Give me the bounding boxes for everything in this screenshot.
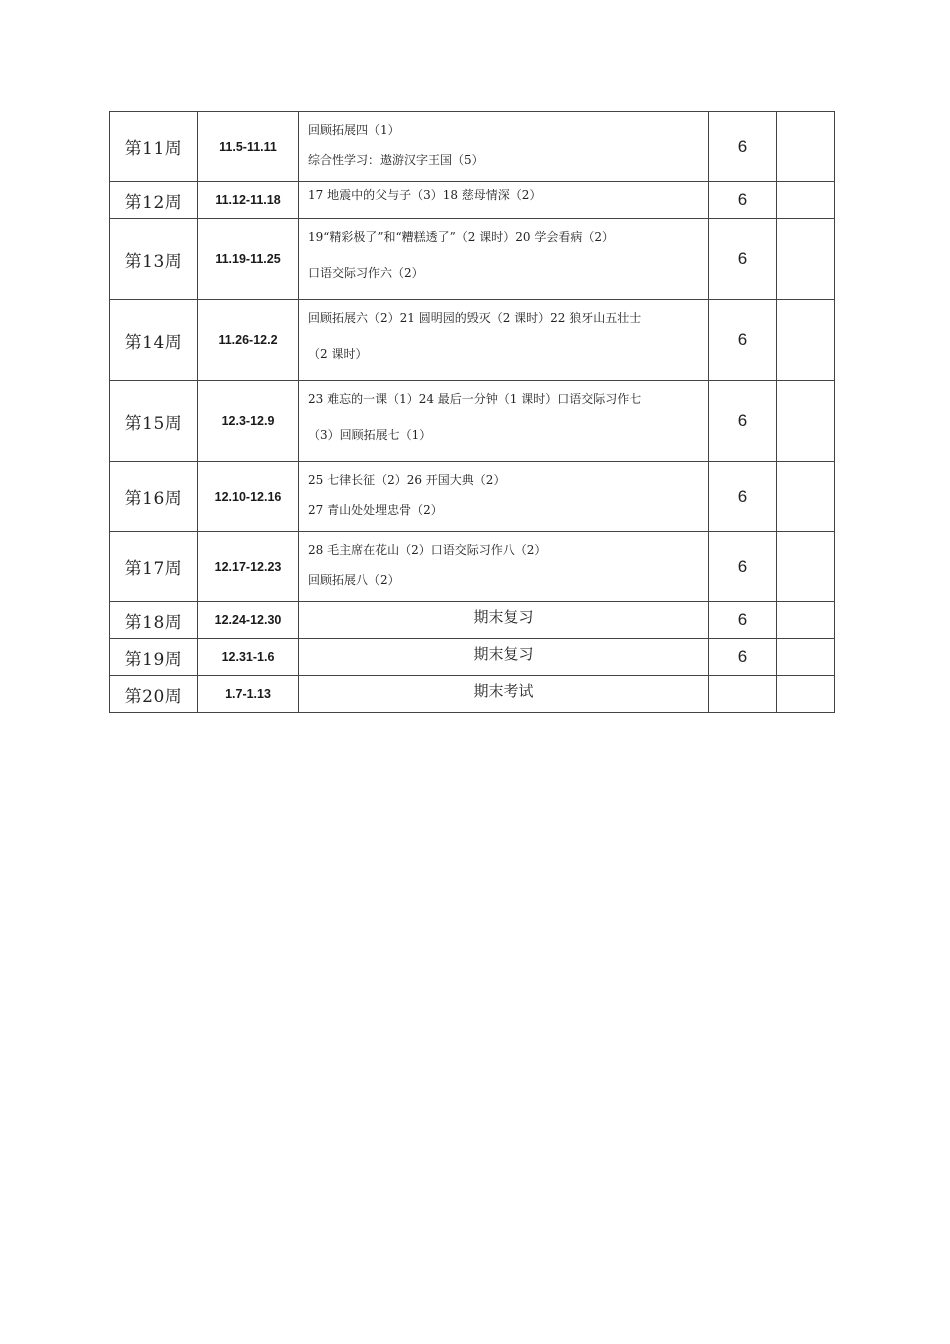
note-cell [777,219,835,300]
date-range-cell: 12.31-1.6 [198,639,299,676]
table-row [110,219,835,300]
lesson-line: 回顾拓展六（2）21 圆明园的毁灭（2 课时）22 狼牙山五壮士 [308,311,642,325]
lesson-line: 口语交际习作六（2） [308,266,424,280]
date-range-cell: 11.5-11.11 [198,112,299,182]
note-cell [777,182,835,219]
lesson-content-cell [299,300,709,381]
hours-cell: 6 [709,112,777,182]
lesson-line: 23 难忘的一课（1）24 最后一分钟（1 课时）口语交际习作七 [308,392,642,406]
week-cell: 第19周 [110,639,198,676]
table-row [110,381,835,462]
week-cell: 第18周 [110,602,198,639]
table-row [110,676,835,713]
table-row [110,462,835,532]
week-cell: 第14周 [110,300,198,381]
week-cell: 第20周 [110,676,198,713]
table-row [110,182,835,219]
lesson-line: 27 青山处处埋忠骨（2） [308,502,443,517]
table-row [110,532,835,602]
date-range-cell: 12.3-12.9 [198,381,299,462]
lesson-content-cell [299,381,709,462]
note-cell [777,381,835,462]
lesson-content-cell [299,462,709,532]
week-cell: 第13周 [110,219,198,300]
note-cell [777,676,835,713]
date-range-cell: 1.7-1.13 [198,676,299,713]
lesson-line: （3）回顾拓展七（1） [308,428,432,442]
hours-cell: 6 [709,381,777,462]
hours-cell: 6 [709,602,777,639]
note-cell [777,462,835,532]
table-row [110,602,835,639]
hours-cell: 6 [709,462,777,532]
note-cell [777,639,835,676]
lesson-line: 回顾拓展八（2） [308,572,400,587]
week-cell: 第16周 [110,462,198,532]
note-cell [777,112,835,182]
lesson-line: 28 毛主席在花山（2）口语交际习作八（2） [308,542,547,557]
lesson-content-cell [299,219,709,300]
lesson-line: 综合性学习：遨游汉字王国（5） [308,152,484,167]
lesson-content-cell [299,532,709,602]
week-cell: 第15周 [110,381,198,462]
table-row [110,112,835,182]
lesson-content-cell: 期末考试 [299,676,709,713]
note-cell [777,532,835,602]
lesson-line: 回顾拓展四（1） [308,122,400,137]
note-cell [777,602,835,639]
schedule-table [109,111,835,713]
lesson-content-cell: 期末复习 [299,602,709,639]
lesson-content-cell [299,112,709,182]
table-row [110,300,835,381]
week-cell: 第11周 [110,112,198,182]
lesson-line: 19“精彩极了”和“糟糕透了”（2 课时）20 学会看病（2） [308,230,614,244]
hours-cell [709,676,777,713]
date-range-cell: 11.19-11.25 [198,219,299,300]
hours-cell: 6 [709,182,777,219]
date-range-cell: 11.12-11.18 [198,182,299,219]
note-cell [777,300,835,381]
lesson-line: 25 七律长征（2）26 开国大典（2） [308,472,506,487]
date-range-cell: 11.26-12.2 [198,300,299,381]
lesson-content-cell: 期末复习 [299,639,709,676]
lesson-line: （2 课时） [308,347,368,361]
date-range-cell: 12.24-12.30 [198,602,299,639]
week-cell: 第17周 [110,532,198,602]
date-range-cell: 12.10-12.16 [198,462,299,532]
date-range-cell: 12.17-12.23 [198,532,299,602]
lesson-line: 17 地震中的父与子（3）18 慈母情深（2） [308,188,542,202]
hours-cell: 6 [709,219,777,300]
hours-cell: 6 [709,532,777,602]
week-cell: 第12周 [110,182,198,219]
lesson-content-cell [299,182,709,219]
hours-cell: 6 [709,300,777,381]
hours-cell: 6 [709,639,777,676]
table-row [110,639,835,676]
